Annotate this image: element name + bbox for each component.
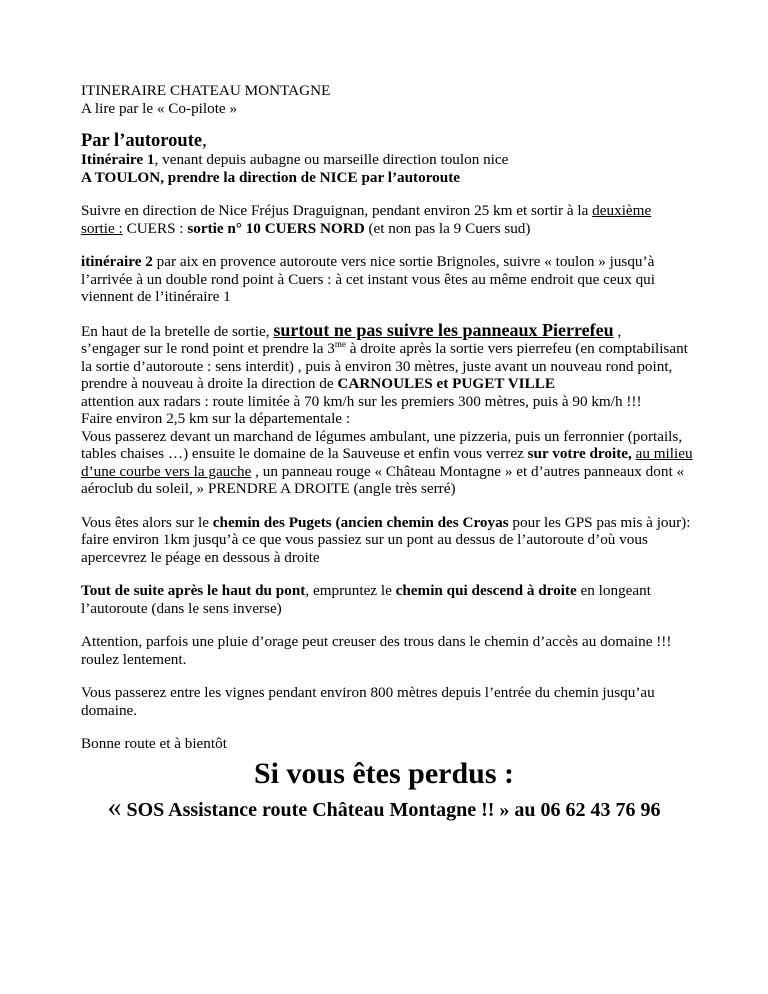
paragraph-vines: Vous passerez entre les vignes pendant environ 800 mètres depuis l’entrée du chemin jusqu’au domaine.: [81, 684, 655, 719]
itinerary-1-bold: A TOULON, prendre la direction de NICE par l’autoroute: [81, 168, 461, 186]
bold-text: CARNOULES et PUGET VILLE: [337, 375, 555, 392]
text: s’engager sur le rond point et prendre la 3: [81, 340, 335, 357]
sos-title: Si vous êtes perdus :: [253, 757, 515, 790]
text: pour les GPS pas mis à jour): faire environ 1km jusqu’à ce que vous passiez sur un pont au dessus de l’autoroute d’où vous apercevrez le péage en dessous à droite: [81, 513, 691, 566]
warning-text: surtout ne pas suivre les panneaux Pierre: [273, 319, 590, 340]
paragraph-warning: Attention, parfois une pluie d’orage peut creuser des trous dans le chemin d’accès au domaine !!! roulez lentement.: [81, 633, 672, 668]
itinerary-1-text: , venant depuis aubagne ou marseille direction toulon nice: [154, 151, 509, 168]
paragraph-pugets: [81, 514, 696, 567]
itinerary-1-line: [81, 151, 696, 169]
text: attention aux radars : route limitée à 70 km/h sur les premiers 300 mètres, puis à 90 km/h !!!: [81, 392, 642, 410]
bold-text: chemin qui descend à droite: [395, 582, 577, 599]
paragraph-exit: [81, 202, 696, 237]
text: CUERS :: [122, 219, 188, 237]
itinerary-2-label: itinéraire 2: [81, 253, 153, 270]
sos-phone-text: SOS Assistance route Château Montagne !! » au 06 62 43 76 96: [121, 799, 661, 821]
warning-text: feu: [589, 319, 614, 340]
doc-subtitle: A lire par le « Co-pilote »: [81, 99, 238, 117]
paragraph-bridge: [81, 582, 696, 617]
bold-text: sur votre droite,: [527, 445, 632, 462]
text: Vous passerez devant un marchand de légumes ambulant, une pizzeria, puis un ferronnier (portails, tables chaises …) ensuite le domaine de la Sauveuse et enfin vous verrez: [81, 427, 683, 462]
bold-text: Tout de suite après le haut du pont: [81, 582, 306, 599]
doc-title: ITINERAIRE CHATEAU MONTAGNE: [81, 82, 331, 99]
superscript: me: [334, 338, 346, 349]
heading-comma: ,: [202, 131, 207, 151]
text: Vous êtes alors sur le: [81, 513, 213, 531]
text: (et non pas la 9 Cuers sud): [364, 219, 531, 237]
heading-text: Par l’autoroute: [81, 131, 203, 151]
itinerary-1-label: Itinéraire 1: [81, 151, 155, 168]
paragraph-closing: Bonne route et à bientôt: [81, 735, 227, 752]
sos-line: [0, 792, 768, 823]
text: , un panneau rouge « Château Montagne » et d’autres panneaux dont « aéroclub du soleil, » PRENDRE A DROITE (angle très serré): [81, 462, 685, 497]
paragraph-roundabout: [81, 319, 696, 498]
paragraph-itinerary-2: [81, 253, 696, 306]
bold-text: sortie n° 10 CUERS NORD: [187, 219, 365, 237]
text: Faire environ 2,5 km sur la départementale :: [81, 410, 351, 427]
text: ,: [613, 322, 622, 340]
bold-text: chemin des Pugets (ancien chemin des Croyas: [212, 513, 509, 531]
itinerary-2-text: par aix en provence autoroute vers nice sortie Brignoles, suivre « toulon » jusqu’à l’arrivée à un double rond point à Cuers : à cet instant vous êtes au même endroit que ceux qui viennent de l’itinéraire 1: [81, 253, 655, 305]
underlined-text: deuxième: [592, 202, 652, 219]
document-body: [81, 82, 696, 753]
underlined-text: sortie :: [81, 219, 123, 237]
text: en longeant l’autoroute (dans le sens inverse): [81, 582, 651, 617]
text: à droite après la sortie vers pierrefeu (en comptabilisant la sortie d’autoroute : sens interdit) , puis à environ 30 mètres, juste avant un nouveau rond point, prendre à nouveau à droite la direction de: [81, 340, 688, 392]
section-heading: [81, 131, 696, 151]
text: En haut de la bretelle de sortie,: [81, 322, 274, 340]
text: , empruntez le: [305, 582, 396, 599]
itinerary-1-instruction: [81, 169, 696, 187]
text: Suivre en direction de Nice Fréjus Draguignan, pendant environ 25 km et sortir à la: [81, 202, 593, 219]
underlined-text: au milieu d’une courbe vers la gauche: [81, 445, 693, 480]
quote-mark: «: [107, 792, 122, 823]
